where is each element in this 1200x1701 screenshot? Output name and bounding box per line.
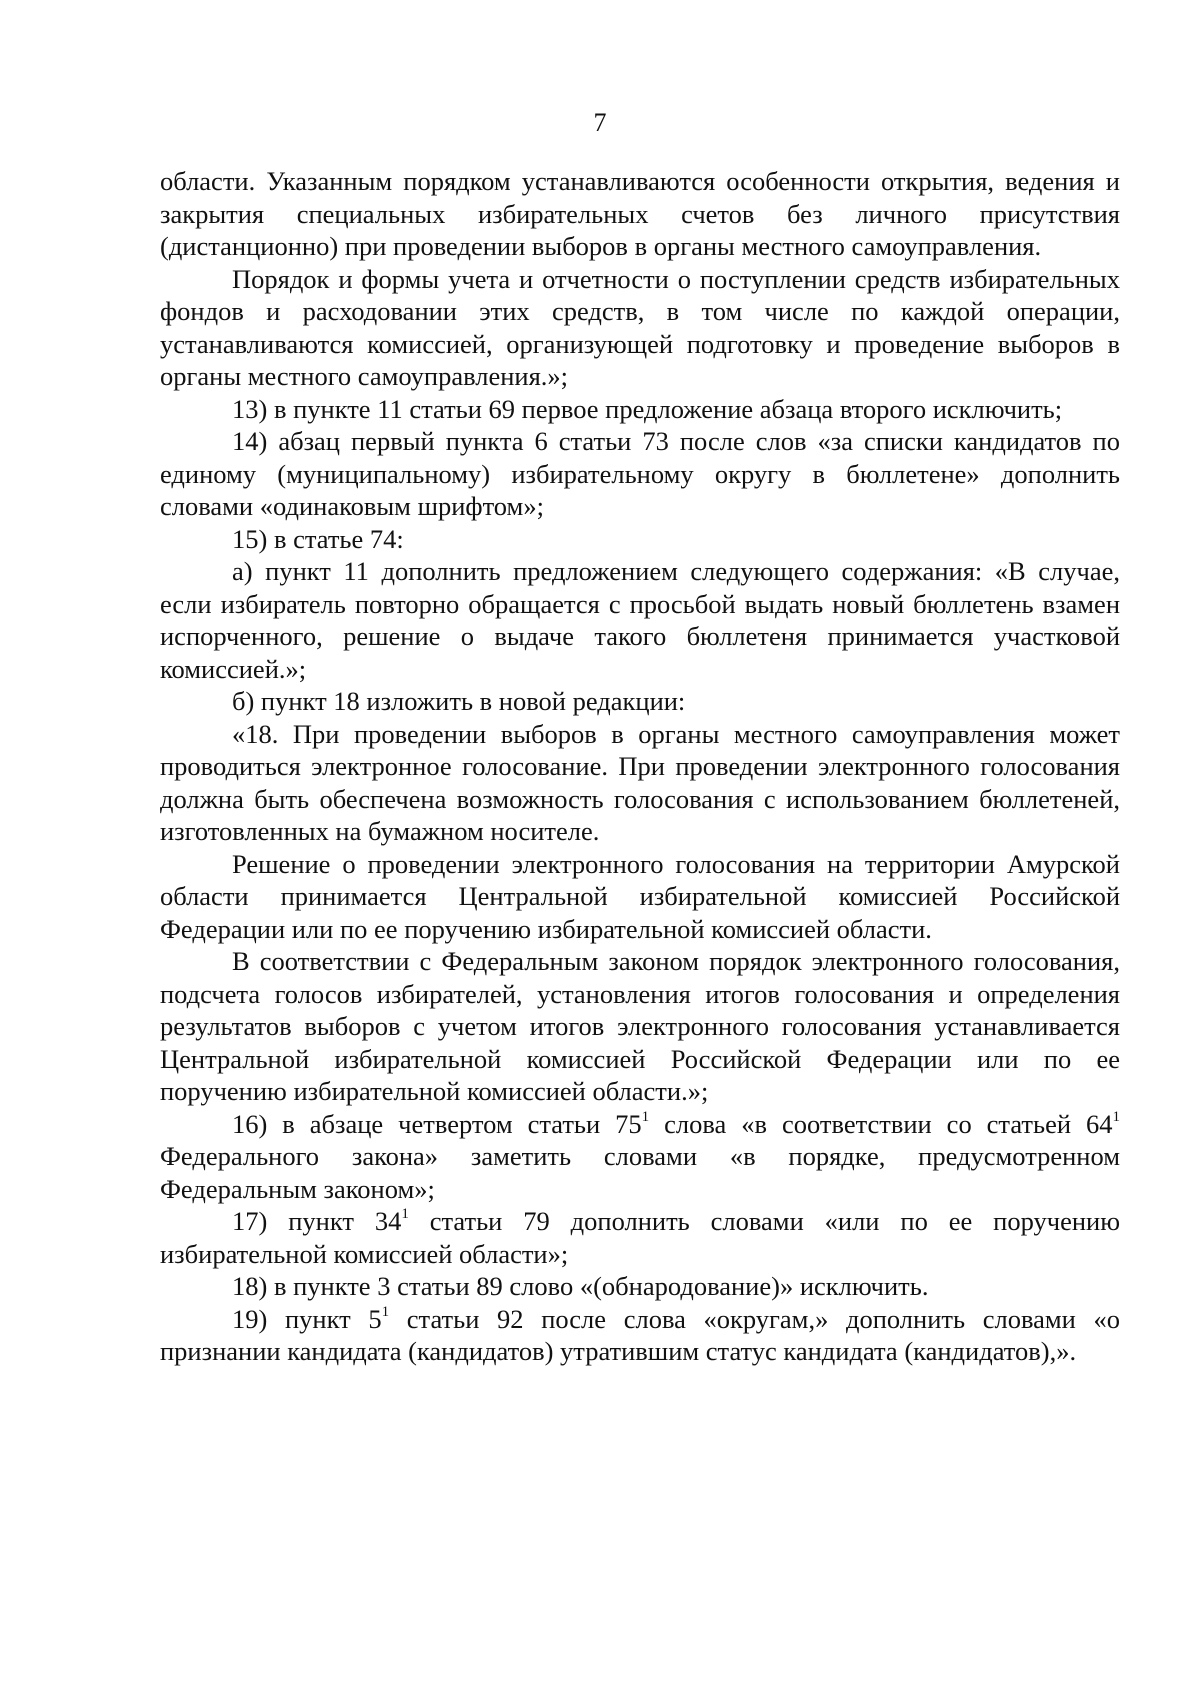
superscript-index: 1 bbox=[641, 1108, 650, 1125]
paragraph-item-19-part: статьи 92 после слова «округам,» дополнить словами «о признании кандидата (кандидатов) утратившим статус кандидата (кандидатов),». bbox=[160, 1303, 1120, 1366]
paragraph-item-19-part: 19) пункт 5 bbox=[232, 1303, 382, 1334]
paragraph-item-14: 14) абзац первый пункта 6 статьи 73 после слов «за списки кандидатов по единому (муниципальному) избирательному округу в бюллетене» дополнить словами «одинаковым шрифтом»; bbox=[160, 426, 1120, 521]
paragraph-item-15a: а) пункт 11 дополнить предложением следующего содержания: «В случае, если избиратель повторно обращается с просьбой выдать новый бюллетень взамен испорченного, решение о выдаче такого бюллетеня принимается участковой комиссией.»; bbox=[160, 556, 1120, 684]
paragraph-1: области. Указанным порядком устанавливаются особенности открытия, ведения и закрытия специальных избирательных счетов без личного присутствия (дистанционно) при проведении выборов в органы местного самоуправления. bbox=[160, 166, 1120, 261]
paragraph-item-18: 18) в пункте 3 статьи 89 слово «(обнародование)» исключить. bbox=[232, 1271, 929, 1301]
paragraph-2: Порядок и формы учета и отчетности о поступлении средств избирательных фондов и расходовании этих средств, в том числе по каждой операции, устанавливаются комиссией, организующей подготовку и проведение выборов в органы местного самоуправления.»; bbox=[160, 263, 1120, 391]
paragraph-federal-law: В соответствии с Федеральным законом порядок электронного голосования, подсчета голосов избирателей, установления итогов голосования и определения результатов выборов с учетом итогов электронного голосования устанавливается Центральной избирательной комиссией Российской Федерации или по ее поручению избирательной комиссией области.»; bbox=[160, 946, 1120, 1106]
paragraph-item-19 bbox=[160, 1303, 1120, 1368]
paragraph-item-17-part: 17) пункт 34 bbox=[232, 1206, 402, 1236]
paragraph-decision: Решение о проведении электронного голосования на территории Амурской области принимается Центральной избирательной комиссией Российской Федерации или по ее поручению избирательной комиссией области. bbox=[160, 848, 1120, 944]
paragraph-item-16-part: слова «в соответствии со статьей 64 bbox=[649, 1108, 1113, 1139]
paragraph-item-17 bbox=[160, 1205, 1120, 1270]
paragraph-item-15b: б) пункт 18 изложить в новой редакции: bbox=[232, 686, 686, 716]
superscript-index: 1 bbox=[381, 1303, 390, 1320]
superscript-index: 1 bbox=[1112, 1108, 1120, 1125]
paragraph-item-16 bbox=[160, 1108, 1120, 1206]
paragraph-item-15: 15) в статье 74: bbox=[232, 523, 404, 554]
paragraph-item-16-part: 16) в абзаце четвертом статьи 75 bbox=[232, 1108, 642, 1139]
document-body bbox=[160, 165, 1120, 1368]
paragraph-item-16-part: Федерального закона» заметить словами «в порядке, предусмотренном Федеральным законом»; bbox=[160, 1141, 1120, 1204]
paragraph-point-18: «18. При проведении выборов в органы местного самоуправления может проводиться электронное голосование. При проведении электронного голосования должна быть обеспечена возможность голосования с использованием бюллетеней, изготовленных на бумажном носителе. bbox=[160, 718, 1120, 846]
paragraph-item-13: 13) в пункте 11 статьи 69 первое предложение абзаца второго исключить; bbox=[232, 393, 1063, 424]
paragraph-item-17-part: статьи 79 дополнить словами «или по ее поручению избирательной комиссией области»; bbox=[160, 1206, 1120, 1269]
page-number: 7 bbox=[593, 108, 607, 137]
superscript-index: 1 bbox=[401, 1206, 409, 1223]
